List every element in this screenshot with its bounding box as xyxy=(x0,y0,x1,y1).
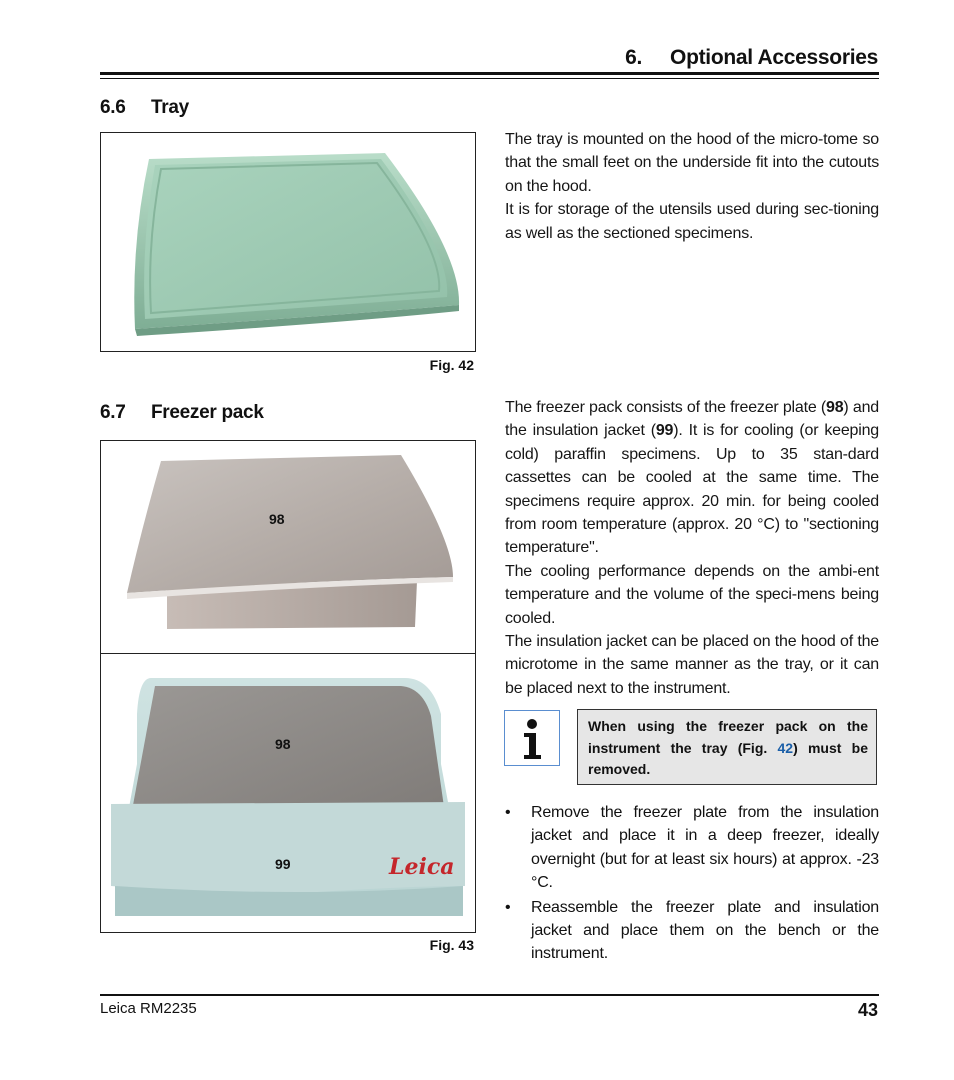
list-item xyxy=(505,896,879,966)
freezer-plate-illustration xyxy=(101,441,475,655)
tray-description xyxy=(505,128,879,245)
text-run: The freezer pack consists of the freezer plate ( xyxy=(505,399,827,416)
paragraph: The insulation jacket can be placed on the hood of the microtome in the same manner as the tray, or it can be placed next to the instrument. xyxy=(505,633,879,697)
tray-illustration xyxy=(101,133,475,351)
bullet-icon: • xyxy=(505,804,511,821)
header-rule xyxy=(100,72,879,75)
ref-99: 99 xyxy=(655,422,674,440)
section-title: Tray xyxy=(151,97,189,118)
section-title: Freezer pack xyxy=(151,402,264,423)
text-run: When using the freezer pack on the instrument the tray (Fig. xyxy=(588,718,868,756)
freezer-description xyxy=(505,396,879,700)
section-number: 6.7 xyxy=(100,402,126,423)
page-number: 43 xyxy=(857,1000,878,1020)
section-number: 6.6 xyxy=(100,97,126,118)
chapter-header xyxy=(625,46,878,70)
chapter-number: 6. xyxy=(625,46,643,69)
list-item-text: Reassemble the freezer plate and insulation jacket and place them on the bench or the instrument. xyxy=(531,898,879,963)
note-box xyxy=(577,709,877,785)
figure-caption: Fig. 42 xyxy=(429,357,474,373)
figure-tray xyxy=(100,132,476,352)
note-text xyxy=(588,716,868,781)
paragraph xyxy=(505,396,879,560)
footer-product: Leica RM2235 xyxy=(100,1000,197,1017)
instructions-list xyxy=(505,801,879,967)
section-heading-freezer xyxy=(100,402,264,424)
info-icon xyxy=(504,710,560,766)
leica-logo: Leica xyxy=(389,854,455,880)
text-run: ) and the insulation jacket ( xyxy=(505,399,879,440)
label-freezer-plate: 98 xyxy=(269,511,285,527)
section-heading-tray xyxy=(100,97,189,119)
figure-caption: Fig. 43 xyxy=(429,937,474,953)
list-item-text: Remove the freezer plate from the insulation jacket and place it in a deep freezer, ideally overnight (but for at least six hours) at approx. -23 °C. xyxy=(531,804,879,892)
figure-freezer-pack xyxy=(100,653,476,933)
bullet-icon: • xyxy=(505,898,511,916)
text-run: ) must be removed. xyxy=(588,739,868,777)
freezer-pack-illustration xyxy=(101,654,475,932)
paragraph: The tray is mounted on the hood of the micro-tome so that the small feet on the underside fit into the cutouts on the hood. xyxy=(505,131,879,195)
paragraph: The cooling performance depends on the ambi-ent temperature and the volume of the speci-mens being cooled. xyxy=(505,562,879,627)
chapter-title: Optional Accessories xyxy=(670,46,878,69)
paragraph: It is for storage of the utensils used during sec-tioning as well as the sectioned specimens. xyxy=(505,201,879,242)
text-run: ). It is for cooling (or keeping cold) paraffin specimens. Up to 35 stan-dard cassettes can be cooled at the same time. The specimens require approx. 20 min. for being cooled from room temperature (approx. 20 °C) to "sectioning temperature". xyxy=(505,422,879,557)
figure-freezer-plate xyxy=(100,440,476,656)
label-freezer-plate-assembled: 98 xyxy=(275,736,291,752)
ref-98: 98 xyxy=(826,399,844,416)
footer-rule xyxy=(100,994,879,996)
header-rule-thin xyxy=(100,78,879,79)
list-item xyxy=(505,801,879,895)
label-insulation-jacket: 99 xyxy=(275,856,291,872)
figure-link[interactable]: 42 xyxy=(777,739,794,756)
